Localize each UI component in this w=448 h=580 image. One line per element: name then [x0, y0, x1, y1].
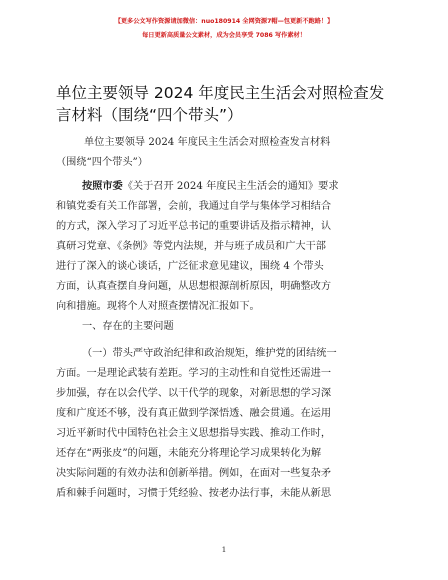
paragraph-line: 盾和棘手问题时，习惯于凭经验、按老办法行事，未能从新思 — [56, 488, 332, 499]
paragraph-line: 和镇党委有关工作部署，会前，我通过自学与集体学习相结合 — [56, 201, 332, 212]
subtitle-line-2: （围绕“四个带头”） — [56, 157, 148, 168]
paragraph-line: 还存在“两张皮”的问题，未能充分将理论学习成果转化为解 — [56, 448, 322, 459]
title-line-1: 单位主要领导 2024 年度民主生活会对照检查发 — [56, 84, 385, 102]
paragraph-line: 的方式，深入学习了习近平总书记的重要讲话及指示精神，认 — [56, 221, 332, 232]
paragraph-line: 真研习党章、《条例》等党内法规，并与班子成员和广大干部 — [56, 241, 326, 252]
page-number: 1 — [221, 545, 227, 554]
paragraph-line: 习近平新时代中国特色社会主义思想指导实践、推动工作时， — [56, 428, 332, 439]
paragraph-line: 决实际问题的有效办法和创新举措。例如，在面对一些复杂矛 — [56, 468, 332, 479]
section-heading: 一、存在的主要问题 — [82, 321, 174, 332]
subtitle-line-1: 单位主要领导 2024 年度民主生活会对照检查发言材料 — [84, 137, 331, 148]
paragraph-line: 向和措施。现将个人对照查摆情况汇报如下。 — [56, 301, 260, 312]
paragraph-line: （一）带头严守政治纪律和政治规矩，维护党的团结统一 — [82, 348, 337, 359]
paragraph-line: 进行了深入的谈心谈话，广泛征求意见建议，围绕 4 个带头 — [56, 261, 324, 272]
issues-paragraph — [56, 344, 396, 504]
promo-banner-line-2: 每日更新高质量公文素材，成为会员享受 7086 写作素材！ — [142, 32, 306, 39]
paragraph-line: 度和广度还不够，没有真正做到学深悟透、融会贯通。在运用 — [56, 408, 332, 419]
paragraph-line-rest: 《关于召开 2024 年度民主生活会的通知》要求 — [122, 181, 339, 192]
intro-paragraph — [56, 176, 396, 317]
promo-banner-line-1: 【更多公文写作资源请加微信：nuo180914 全网资源7帽—包更新不跑路！】 — [114, 18, 334, 25]
title-line-2: 言材料（围绕“四个带头”） — [56, 106, 243, 124]
document-subtitle — [56, 133, 396, 173]
document-title — [56, 82, 392, 126]
paragraph-line: 方面。一是理论武装有差距。学习的主动性和自觉性还需进一 — [56, 368, 332, 379]
paragraph-lead: 按照市委 — [82, 180, 123, 192]
paragraph-line: 方面，认真查摆自身问题，从思想根源剖析原因，明确整改方 — [56, 281, 332, 292]
paragraph-line: 步加强，存在以会代学、以干代学的现象，对新思想的学习深 — [56, 388, 332, 399]
paragraph-line — [56, 176, 396, 197]
